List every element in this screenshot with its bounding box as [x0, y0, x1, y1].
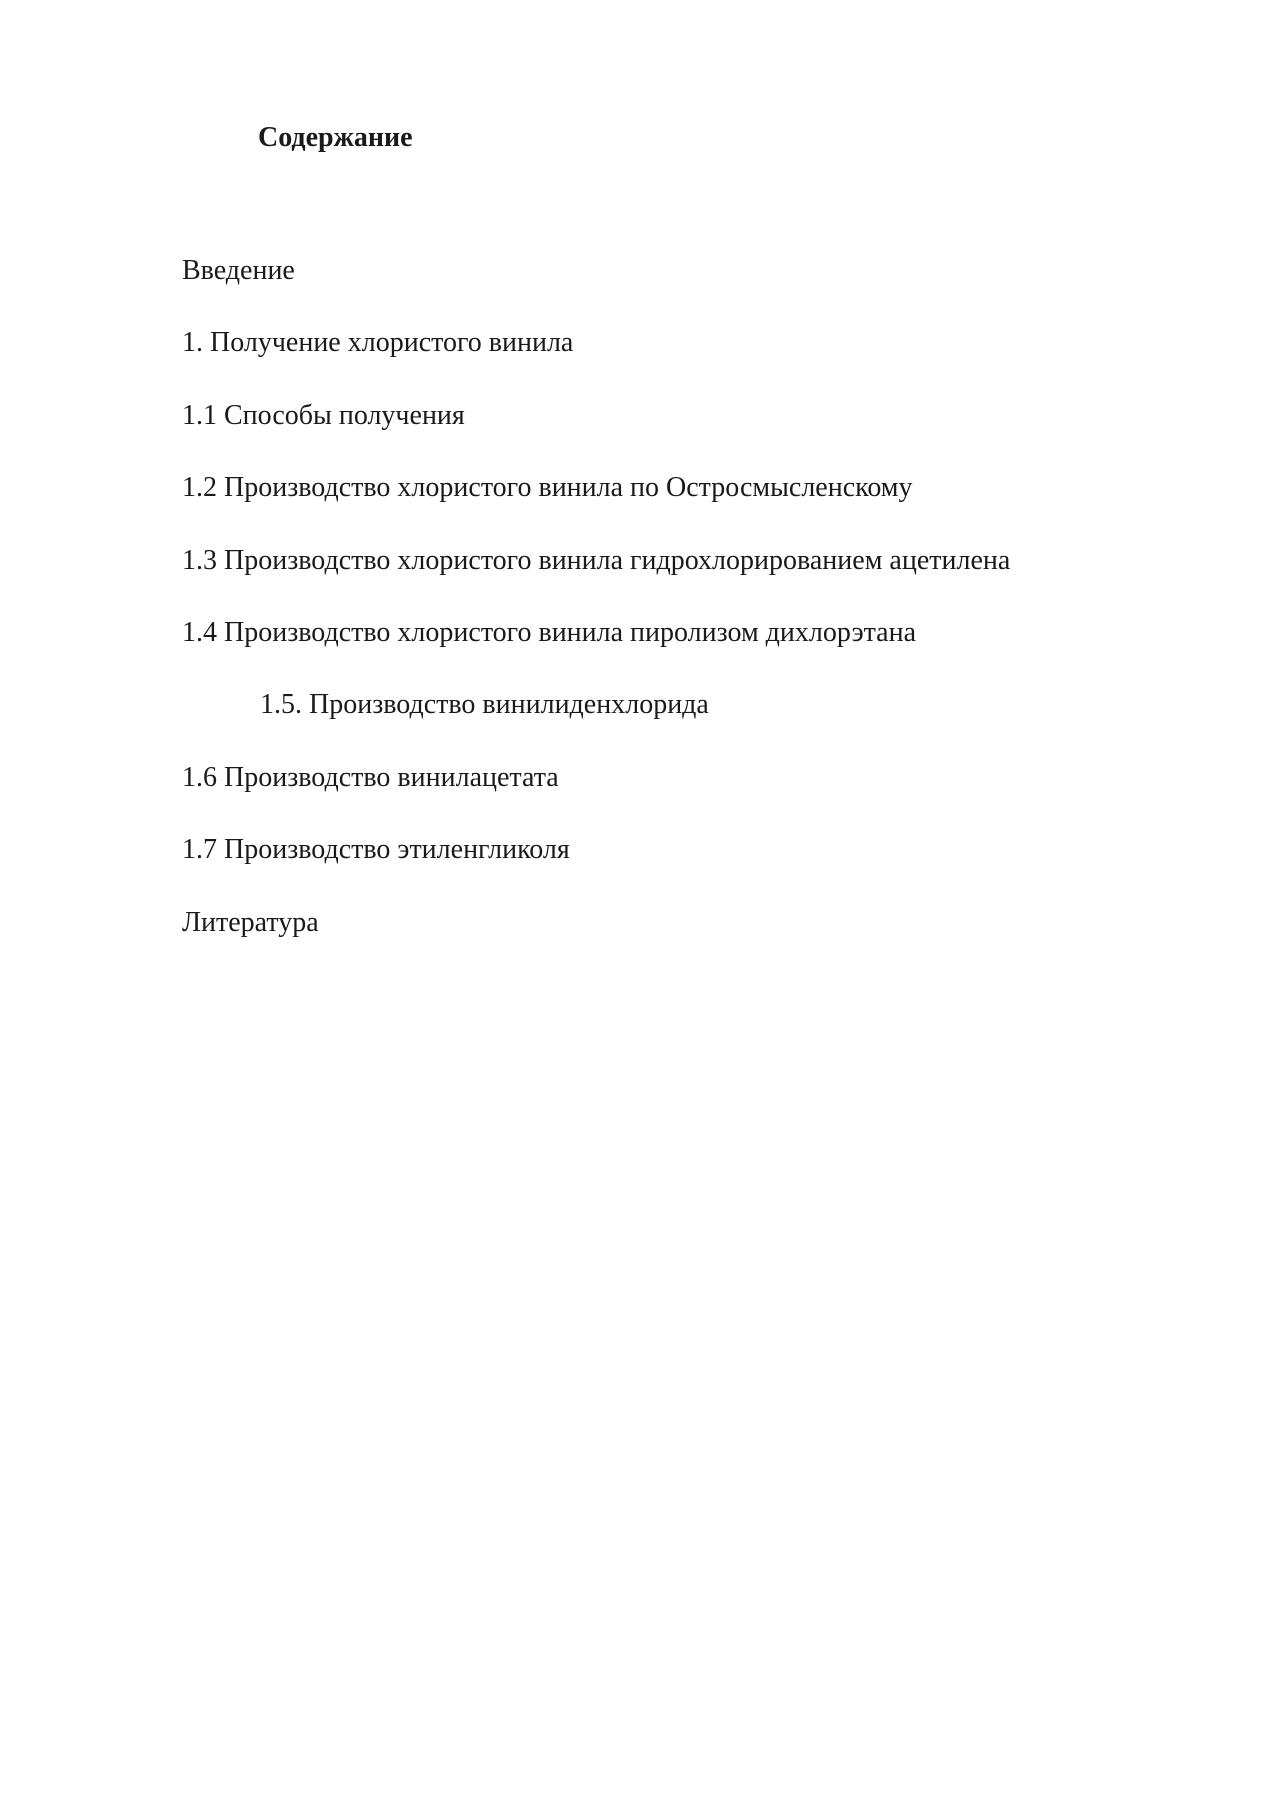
toc-entry-section-1-7: 1.7 Производство этиленгликоля	[182, 834, 570, 866]
toc-entry-section-1-1: 1.1 Способы получения	[182, 399, 465, 431]
toc-entry-section-1: 1. Получение хлористого винила	[182, 327, 574, 359]
toc-title: Содержание	[258, 122, 413, 153]
toc-entry-section-1-2: 1.2 Производство хлористого винила по Остросмысленскому	[182, 472, 913, 504]
toc-entry-introduction: Введение	[182, 255, 295, 286]
toc-entry-section-1-4: 1.4 Производство хлористого винила пиролизом дихлорэтана	[182, 616, 917, 648]
toc-entry-literature: Литература	[182, 906, 319, 938]
toc-entry-section-1-3: 1.3 Производство хлористого винила гидрохлорированием ацетилена	[182, 544, 1011, 576]
table-of-contents	[182, 253, 1010, 977]
toc-entry-section-1-6: 1.6 Производство винилацетата	[182, 761, 559, 793]
toc-entry-section-1-5: 1.5. Производство винилиденхлорида	[260, 689, 709, 721]
